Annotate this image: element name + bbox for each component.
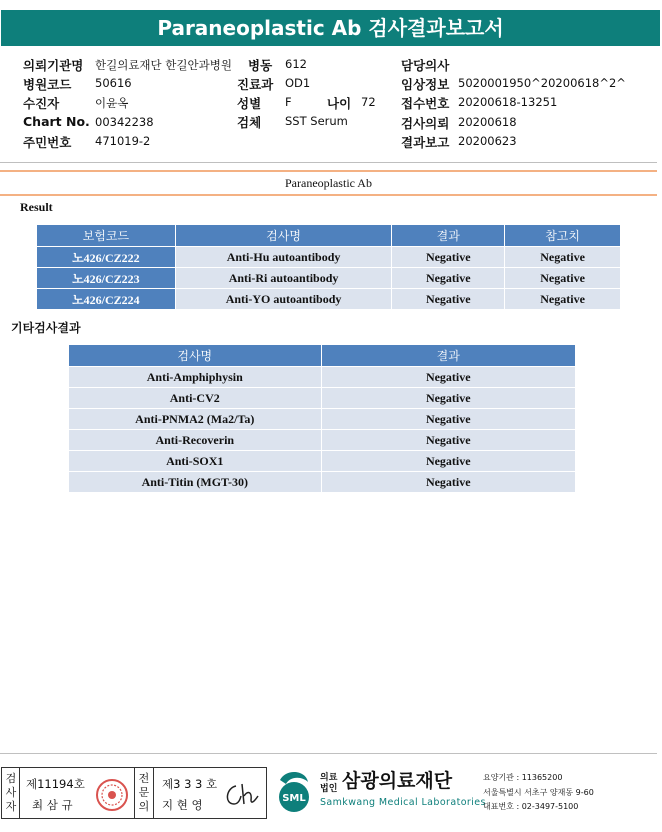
col-test-name: 검사명 — [175, 225, 392, 247]
org-name: 삼광의료재단 — [342, 770, 453, 792]
org-prefix-bottom: 법인 — [320, 784, 338, 794]
reference-cell: Negative — [505, 268, 621, 289]
result-header-row — [37, 225, 621, 247]
org-english: Samkwang Medical Laboratories — [320, 797, 486, 808]
clinical-label: 임상정보 — [401, 77, 450, 92]
sex-value: F — [285, 95, 292, 109]
col-reference: 참고치 — [505, 225, 621, 247]
clinical-value: 5020001950^20200618^2^ — [458, 76, 626, 90]
insurance-code-cell: 노426/CZ222 — [37, 247, 176, 268]
table-row — [69, 472, 576, 493]
test-name-cell: Anti-Titin (MGT-30) — [69, 472, 322, 493]
chart-value: 00342238 — [95, 115, 154, 129]
report-title: Paraneoplastic Ab 검사결과보고서 — [1, 10, 660, 46]
test-name-cell: Anti-CV2 — [69, 388, 322, 409]
section-title: Paraneoplastic Ab — [285, 176, 372, 190]
id-label: 주민번호 — [23, 135, 72, 150]
result-cell: Negative — [321, 430, 575, 451]
id-value: 471019-2 — [95, 134, 151, 148]
insurance-code-cell: 노426/CZ224 — [37, 289, 176, 310]
test-name-cell: Anti-Hu autoantibody — [175, 247, 392, 268]
hospital-code-value: 50616 — [95, 76, 132, 90]
org-code: 요양기관 : 11365200 — [483, 773, 563, 782]
test-name-cell: Anti-PNMA2 (Ma2/Ta) — [69, 409, 322, 430]
result-cell: Negative — [321, 451, 575, 472]
result-cell: Negative — [321, 367, 575, 388]
sex-label: 성별 — [237, 96, 262, 111]
test-name-cell: Anti-Ri autoantibody — [175, 268, 392, 289]
table-row — [37, 268, 621, 289]
signature-box — [1, 767, 267, 819]
table-row — [37, 247, 621, 268]
col-result: 결과 — [321, 345, 575, 367]
specimen-label: 검체 — [237, 115, 262, 130]
receipt-label: 접수번호 — [401, 96, 450, 111]
result-cell: Negative — [392, 268, 505, 289]
org-prefix-top: 의료 — [320, 773, 338, 783]
other-results-label: 기타검사결과 — [11, 321, 81, 335]
col-insurance-code: 보험코드 — [37, 225, 176, 247]
table-row — [69, 367, 576, 388]
patient-value: 이윤옥 — [95, 96, 129, 110]
other-header-row — [69, 345, 576, 367]
table-row — [69, 388, 576, 409]
ward-label: 병동 — [248, 58, 273, 73]
box-separator — [153, 768, 154, 818]
result-cell: Negative — [392, 289, 505, 310]
examiner-name: 최 삼 규 — [32, 798, 73, 812]
reference-cell: Negative — [505, 247, 621, 268]
patient-label: 수진자 — [23, 96, 60, 111]
age-label: 나이 — [327, 96, 352, 111]
report-label: 결과보고 — [401, 135, 450, 150]
examiner-label: 검사자 — [5, 772, 17, 813]
test-name-cell: Anti-Recoverin — [69, 430, 322, 451]
table-row — [69, 430, 576, 451]
sml-logo-icon — [272, 768, 316, 814]
specialist-label: 전문의 — [138, 772, 150, 813]
divider-orange-top — [0, 170, 657, 172]
specialist-name: 지 현 영 — [162, 798, 203, 812]
box-separator — [134, 768, 135, 818]
footer-divider — [0, 753, 657, 754]
col-result: 결과 — [392, 225, 505, 247]
examiner-license: 제11194호 — [26, 777, 85, 791]
insurance-code-cell: 노426/CZ223 — [37, 268, 176, 289]
table-row — [69, 451, 576, 472]
reference-cell: Negative — [505, 289, 621, 310]
result-label: Result — [20, 200, 53, 214]
report-value: 20200623 — [458, 134, 517, 148]
result-cell: Negative — [321, 472, 575, 493]
result-cell: Negative — [321, 409, 575, 430]
request-value: 20200618 — [458, 115, 517, 129]
org-phone: 대표번호 : 02-3497-5100 — [483, 802, 579, 811]
test-name-cell: Anti-YO autoantibody — [175, 289, 392, 310]
divider-orange-bottom — [0, 194, 657, 196]
result-cell: Negative — [392, 247, 505, 268]
receipt-value: 20200618-13251 — [458, 95, 558, 109]
org-address: 서울특별시 서초구 양재동 9-60 — [483, 788, 594, 797]
dept-label: 진료과 — [237, 77, 274, 92]
age-value: 72 — [361, 95, 376, 109]
table-row — [37, 289, 621, 310]
box-separator — [19, 768, 20, 818]
logo-text: SML — [282, 793, 306, 804]
examiner-seal — [95, 778, 129, 812]
result-cell: Negative — [321, 388, 575, 409]
test-name-cell: Anti-Amphiphysin — [69, 367, 322, 388]
ward-value: 612 — [285, 57, 307, 71]
table-row — [69, 409, 576, 430]
institution-label: 의뢰기관명 — [23, 58, 84, 73]
request-label: 검사의뢰 — [401, 116, 450, 131]
dept-value: OD1 — [285, 76, 311, 90]
other-results-table — [68, 344, 576, 493]
col-test-name: 검사명 — [69, 345, 322, 367]
specialist-license: 제3 3 3 호 — [162, 777, 218, 791]
institution-value: 한길의료재단 한길안과병원 — [95, 58, 232, 72]
attending-label: 담당의사 — [401, 58, 450, 73]
specimen-value: SST Serum — [285, 114, 348, 128]
specialist-signature — [222, 780, 262, 810]
hospital-code-label: 병원코드 — [23, 77, 72, 92]
chart-label: Chart No. — [23, 114, 90, 129]
divider-gray — [0, 162, 657, 163]
test-name-cell: Anti-SOX1 — [69, 451, 322, 472]
result-table — [36, 224, 621, 310]
